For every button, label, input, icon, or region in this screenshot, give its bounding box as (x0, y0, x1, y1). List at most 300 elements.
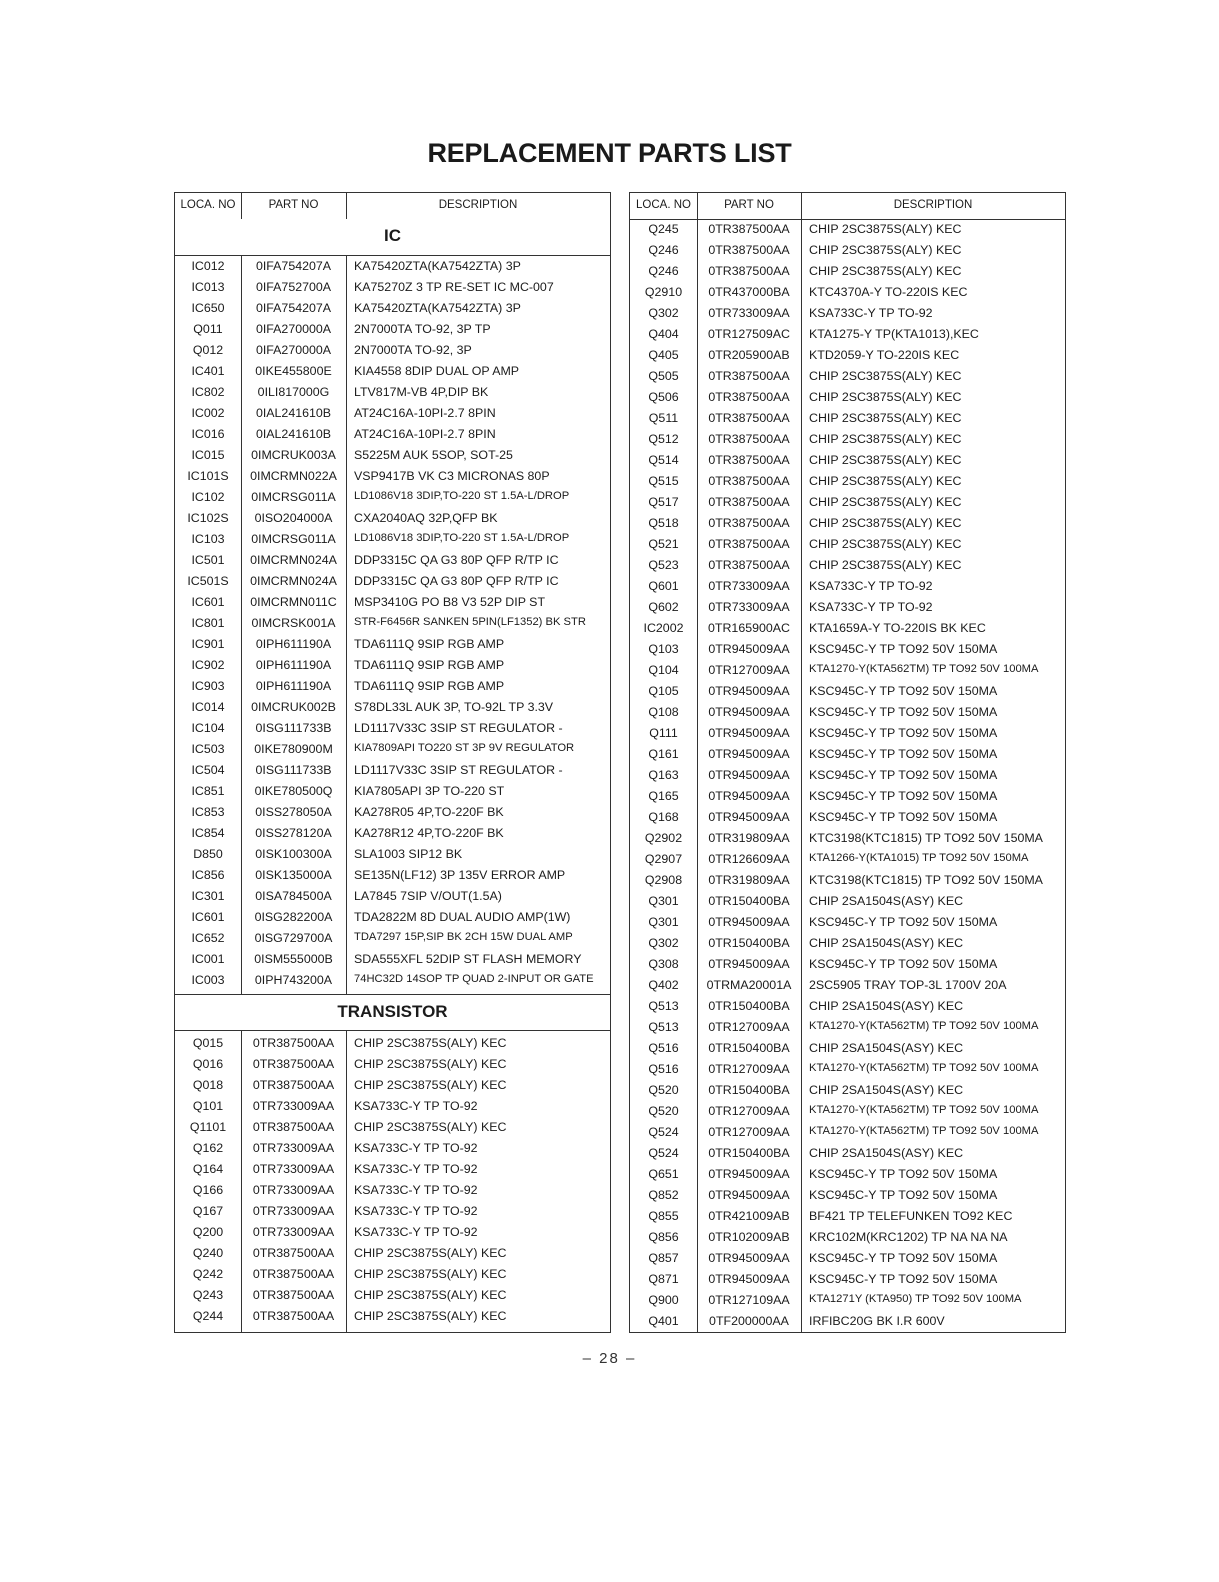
part-no-cell: 0TR387500AA (708, 495, 790, 509)
part-no-cell: 0TR733009AA (252, 1183, 335, 1197)
part-no-cell: 0TR421009AB (708, 1209, 790, 1223)
loca-no-cell: Q167 (192, 1204, 224, 1218)
description-cell: KTD2059-Y TO-220IS KEC (809, 348, 960, 362)
table-row (630, 996, 1065, 1017)
table-row (175, 676, 610, 697)
description-cell: AT24C16A-10PI-2.7 8PIN (354, 406, 496, 420)
table-row (630, 912, 1065, 933)
description-cell: SE135N(LF12) 3P 135V ERROR AMP (354, 868, 566, 882)
loca-no-cell: IC652 (191, 931, 225, 945)
description-cell: CHIP 2SA1504S(ASY) KEC (809, 1083, 964, 1097)
part-no-cell: 0TR387500AA (252, 1246, 335, 1260)
loca-no-cell: Q301 (648, 894, 679, 908)
part-no-cell: 0IMCRMN011C (250, 595, 337, 609)
loca-no-cell: IC903 (191, 679, 225, 693)
loca-no-cell: Q103 (648, 642, 679, 656)
description-cell: KTA1659A-Y TO-220IS BK KEC (809, 621, 986, 635)
part-no-cell: 0TR733009AA (252, 1162, 335, 1176)
part-no-cell: 0IAL241610B (255, 427, 332, 441)
part-no-cell: 0TR733009AA (708, 579, 790, 593)
loca-no-cell: IC501 (191, 553, 225, 567)
table-row (175, 823, 610, 844)
loca-no-cell: Q246 (648, 264, 679, 278)
loca-no-cell: Q516 (648, 1041, 679, 1055)
table-row (630, 1164, 1065, 1185)
table-row (175, 445, 610, 466)
loca-no-cell: Q513 (648, 1020, 679, 1034)
table-row (630, 1248, 1065, 1269)
table-row (175, 1222, 610, 1243)
part-no-cell: 0TR387500AA (708, 537, 790, 551)
part-no-cell: 0ISA784500A (255, 889, 332, 903)
loca-no-cell: Q168 (648, 810, 679, 824)
part-no-cell: 0IPH743200A (254, 973, 333, 987)
part-no-cell: 0TR102009AB (708, 1230, 790, 1244)
description-cell: KTA1270-Y(KTA562TM) TP TO92 50V 100MA (809, 1062, 1039, 1074)
loca-no-cell: Q515 (648, 474, 679, 488)
part-no-cell: 0IPH611190A (255, 679, 332, 693)
table-row (175, 487, 610, 508)
description-cell: LD1117V33C 3SIP ST REGULATOR - (354, 721, 563, 735)
description-cell: KA75420ZTA(KA7542ZTA) 3P (354, 301, 521, 315)
loca-no-cell: Q163 (648, 768, 679, 782)
loca-no-cell: IC601 (191, 595, 225, 609)
loca-no-cell: Q101 (192, 1099, 224, 1113)
table-row (630, 576, 1065, 597)
loca-no-cell: IC001 (191, 952, 225, 966)
loca-no-cell: IC856 (191, 868, 225, 882)
loca-no-cell: Q308 (648, 957, 679, 971)
table-row (630, 933, 1065, 954)
table-row (175, 718, 610, 739)
part-no-cell: 0TR387500AA (252, 1267, 335, 1281)
loca-no-cell: Q105 (648, 684, 679, 698)
table-row (175, 361, 610, 382)
description-cell: KSA733C-Y TP TO-92 (809, 579, 933, 593)
part-no-cell: 0TR319809AA (708, 873, 790, 887)
table-row (175, 403, 610, 424)
table-row (630, 429, 1065, 450)
description-cell: KTA1271Y (KTA950) TP TO92 50V 100MA (809, 1293, 1022, 1305)
table-row (175, 1117, 610, 1138)
table-row (630, 702, 1065, 723)
page-number: – 28 – (582, 1350, 637, 1367)
part-no-cell: 0ISK100300A (255, 847, 332, 861)
description-cell: CHIP 2SC3875S(ALY) KEC (809, 243, 962, 257)
loca-no-cell: Q200 (192, 1225, 224, 1239)
loca-no-cell: Q516 (648, 1062, 679, 1076)
description-cell: CHIP 2SC3875S(ALY) KEC (809, 474, 962, 488)
part-no-cell: 0TR319809AA (708, 831, 790, 845)
table-row (630, 828, 1065, 849)
description-cell: 2N7000TA TO-92, 3P (354, 343, 472, 357)
table-row (630, 471, 1065, 492)
loca-no-cell: Q108 (648, 705, 679, 719)
part-no-cell: 0TR387500AA (708, 390, 790, 404)
part-no-cell: 0TR387500AA (708, 243, 790, 257)
loca-no-cell: Q518 (648, 516, 679, 530)
loca-no-cell: IC012 (191, 259, 225, 273)
loca-no-cell: Q512 (648, 432, 679, 446)
loca-no-cell: Q405 (648, 348, 679, 362)
description-cell: CHIP 2SA1504S(ASY) KEC (809, 1146, 964, 1160)
loca-no-cell: IC015 (191, 448, 225, 462)
loca-no-cell: Q513 (648, 999, 679, 1013)
table-row (175, 949, 610, 970)
table-row (630, 618, 1065, 639)
table-row (630, 240, 1065, 261)
loca-no-cell: Q2902 (644, 831, 683, 845)
part-no-cell: 0ISS278120A (255, 826, 332, 840)
part-no-cell: 0TR150400BA (708, 999, 790, 1013)
loca-no-cell: Q161 (648, 747, 679, 761)
loca-no-cell: Q012 (192, 343, 224, 357)
table-row (630, 1017, 1065, 1038)
table-row (630, 387, 1065, 408)
table-row (630, 681, 1065, 702)
description-cell: KSC945C-Y TP TO92 50V 150MA (809, 810, 998, 824)
part-no-cell: 0TR127009AA (708, 663, 790, 677)
table-row (175, 466, 610, 487)
part-no-cell: 0TR945009AA (708, 915, 790, 929)
table-row (175, 382, 610, 403)
part-no-cell: 0ISG111733B (255, 763, 332, 777)
table-row (630, 534, 1065, 555)
part-no-cell: 0TR945009AA (708, 768, 790, 782)
part-no-cell: 0TR387500AA (708, 264, 790, 278)
part-no-cell: 0TR150400BA (708, 1146, 790, 1160)
transistor-rows-continued (630, 219, 1065, 1332)
part-no-cell: 0TR387500AA (252, 1036, 335, 1050)
description-cell: 2SC5905 TRAY TOP-3L 1700V 20A (809, 978, 1007, 992)
description-cell: DDP3315C QA G3 80P QFP R/TP IC (354, 553, 559, 567)
table-row (175, 1033, 610, 1054)
description-cell: MSP3410G PO B8 V3 52P DIP ST (354, 595, 546, 609)
table-row (630, 891, 1065, 912)
loca-no-cell: Q242 (192, 1267, 224, 1281)
table-row (175, 928, 610, 949)
part-no-cell: 0IMCRUK003A (251, 448, 336, 462)
table-row (630, 1038, 1065, 1059)
description-cell: KSC945C-Y TP TO92 50V 150MA (809, 1167, 998, 1181)
loca-no-cell: Q520 (648, 1104, 679, 1118)
table-row (630, 1143, 1065, 1164)
description-cell: CHIP 2SC3875S(ALY) KEC (354, 1078, 507, 1092)
table-row (175, 571, 610, 592)
part-no-cell: 0TR945009AA (708, 957, 790, 971)
loca-no-cell: D850 (193, 847, 223, 861)
table-row (175, 1201, 610, 1222)
loca-no-cell: Q302 (648, 306, 679, 320)
description-cell: S5225M AUK 5SOP, SOT-25 (354, 448, 513, 462)
part-no-cell: 0TR945009AA (708, 747, 790, 761)
description-cell: CHIP 2SA1504S(ASY) KEC (809, 1041, 964, 1055)
loca-no-cell: Q018 (192, 1078, 224, 1092)
part-no-cell: 0TR733009AA (252, 1141, 335, 1155)
description-cell: KSC945C-Y TP TO92 50V 150MA (809, 726, 998, 740)
table-row (175, 655, 610, 676)
description-cell: KA278R12 4P,TO-220F BK (354, 826, 504, 840)
description-cell: TDA7297 15P,SIP BK 2CH 15W DUAL AMP (354, 931, 573, 943)
part-no-cell: 0TR437000BA (708, 285, 790, 299)
part-no-cell: 0ISG282200A (254, 910, 333, 924)
part-no-cell: 0TR945009AA (708, 705, 790, 719)
table-row (630, 1206, 1065, 1227)
table-row (630, 849, 1065, 870)
table-row (175, 886, 610, 907)
table-row (175, 970, 610, 991)
description-cell: KTC3198(KTC1815) TP TO92 50V 150MA (809, 831, 1043, 845)
description-cell: KSA733C-Y TP TO-92 (354, 1225, 478, 1239)
part-no-cell: 0TR387500AA (252, 1078, 335, 1092)
header-part-no: PART NO (268, 199, 319, 211)
table-row (175, 1264, 610, 1285)
table-row (175, 592, 610, 613)
part-no-cell: 0IMCRSK001A (251, 616, 336, 630)
table-row (175, 1285, 610, 1306)
table-row (175, 298, 610, 319)
loca-no-cell: IC854 (191, 826, 225, 840)
part-no-cell: 0TR127009AA (708, 1125, 790, 1139)
description-cell: LTV817M-VB 4P,DIP BK (354, 385, 489, 399)
table-row (630, 261, 1065, 282)
table-row (630, 786, 1065, 807)
description-cell: AT24C16A-10PI-2.7 8PIN (354, 427, 496, 441)
part-no-cell: 0ISS278050A (255, 805, 332, 819)
part-no-cell: 0TR387500AA (708, 453, 790, 467)
loca-no-cell: Q1101 (189, 1120, 227, 1134)
part-no-cell: 0TR387500AA (708, 411, 790, 425)
table-row (630, 1059, 1065, 1080)
description-cell: KA75420ZTA(KA7542ZTA) 3P (354, 259, 521, 273)
loca-no-cell: Q506 (648, 390, 679, 404)
description-cell: KTA1275-Y TP(KTA1013),KEC (809, 327, 979, 341)
description-cell: CHIP 2SC3875S(ALY) KEC (354, 1057, 507, 1071)
description-cell: CHIP 2SA1504S(ASY) KEC (809, 894, 964, 908)
description-cell: KSC945C-Y TP TO92 50V 150MA (809, 747, 998, 761)
loca-no-cell: IC851 (191, 784, 225, 798)
table-row (175, 256, 610, 277)
table-row (175, 844, 610, 865)
part-no-cell: 0TR733009AA (708, 600, 790, 614)
table-row (630, 513, 1065, 534)
description-cell: KSC945C-Y TP TO92 50V 150MA (809, 1251, 998, 1265)
description-cell: CHIP 2SA1504S(ASY) KEC (809, 999, 964, 1013)
table-row (175, 697, 610, 718)
description-cell: 2N7000TA TO-92, 3P TP (354, 322, 491, 336)
description-cell: TDA6111Q 9SIP RGB AMP (354, 658, 505, 672)
loca-no-cell: Q166 (192, 1183, 224, 1197)
description-cell: TDA2822M 8D DUAL AUDIO AMP(1W) (354, 910, 571, 924)
part-no-cell: 0TR945009AA (708, 642, 790, 656)
part-no-cell: 0TR387500AA (708, 222, 790, 236)
loca-no-cell: Q244 (192, 1309, 224, 1323)
table-row (175, 760, 610, 781)
loca-no-cell: IC014 (191, 700, 225, 714)
table-row (175, 1306, 610, 1327)
loca-no-cell: Q015 (192, 1036, 224, 1050)
table-header (630, 193, 1065, 220)
description-cell: KA278R05 4P,TO-220F BK (354, 805, 504, 819)
loca-no-cell: IC801 (191, 616, 225, 630)
description-cell: KSC945C-Y TP TO92 50V 150MA (809, 705, 998, 719)
description-cell: LA7845 7SIP V/OUT(1.5A) (354, 889, 502, 903)
part-no-cell: 0TR945009AA (708, 810, 790, 824)
table-row (630, 345, 1065, 366)
part-no-cell: 0TR945009AA (708, 1251, 790, 1265)
part-no-cell: 0ISG729700A (254, 931, 333, 945)
loca-no-cell: IC901 (191, 637, 225, 651)
table-row (630, 1185, 1065, 1206)
loca-no-cell: Q2907 (644, 852, 683, 866)
loca-no-cell: IC504 (191, 763, 225, 777)
description-cell: CHIP 2SC3875S(ALY) KEC (809, 411, 962, 425)
description-cell: LD1086V18 3DIP,TO-220 ST 1.5A-L/DROP (354, 532, 570, 544)
table-row (175, 1096, 610, 1117)
description-cell: KIA4558 8DIP DUAL OP AMP (354, 364, 520, 378)
table-row (175, 1054, 610, 1075)
table-row (630, 1122, 1065, 1143)
description-cell: TDA6111Q 9SIP RGB AMP (354, 637, 505, 651)
part-no-cell: 0TR150400BA (708, 894, 790, 908)
description-cell: KSC945C-Y TP TO92 50V 150MA (809, 684, 998, 698)
loca-no-cell: Q2908 (644, 873, 683, 887)
table-row (175, 550, 610, 571)
loca-no-cell: IC802 (191, 385, 225, 399)
description-cell: TDA6111Q 9SIP RGB AMP (354, 679, 505, 693)
table-row (630, 597, 1065, 618)
loca-no-cell: Q511 (648, 411, 679, 425)
part-no-cell: 0IFA270000A (255, 343, 332, 357)
part-no-cell: 0TR387500AA (252, 1120, 335, 1134)
description-cell: KSC945C-Y TP TO92 50V 150MA (809, 1188, 998, 1202)
loca-no-cell: Q246 (648, 243, 679, 257)
loca-no-cell: IC013 (191, 280, 225, 294)
part-no-cell: 0IKE780900M (254, 742, 333, 756)
section-transistor-heading: TRANSISTOR (175, 994, 610, 1031)
loca-no-cell: IC002 (191, 406, 225, 420)
description-cell: KSA733C-Y TP TO-92 (354, 1204, 478, 1218)
loca-no-cell: IC503 (191, 742, 225, 756)
table-row (630, 1227, 1065, 1248)
table-row (630, 639, 1065, 660)
description-cell: CHIP 2SC3875S(ALY) KEC (809, 432, 962, 446)
header-loca-no: LOCA. NO (180, 199, 236, 211)
transistor-rows (175, 1033, 610, 1327)
part-no-cell: 0TRMA20001A (706, 978, 792, 992)
table-row (630, 870, 1065, 891)
description-cell: KTA1270-Y(KTA562TM) TP TO92 50V 100MA (809, 663, 1039, 675)
loca-no-cell: Q402 (648, 978, 679, 992)
part-no-cell: 0TR387500AA (708, 432, 790, 446)
loca-no-cell: Q302 (648, 936, 679, 950)
description-cell: KSA733C-Y TP TO-92 (354, 1183, 478, 1197)
loca-no-cell: IC501S (187, 574, 229, 588)
part-no-cell: 0IMCRUK002B (251, 700, 336, 714)
loca-no-cell: Q240 (192, 1246, 224, 1260)
loca-no-cell: Q243 (192, 1288, 224, 1302)
parts-table-right (629, 192, 1066, 1333)
part-no-cell: 0TR150400BA (708, 1041, 790, 1055)
loca-no-cell: Q301 (648, 915, 679, 929)
table-row (630, 723, 1065, 744)
table-row (175, 277, 610, 298)
loca-no-cell: IC650 (191, 301, 225, 315)
part-no-cell: 0ISM555000B (254, 952, 333, 966)
table-row (175, 1075, 610, 1096)
table-row (630, 1311, 1065, 1332)
description-cell: KSA733C-Y TP TO-92 (809, 600, 933, 614)
description-cell: CHIP 2SC3875S(ALY) KEC (354, 1246, 507, 1260)
loca-no-cell: Q900 (648, 1293, 679, 1307)
loca-no-cell: IC104 (191, 721, 225, 735)
table-row (630, 366, 1065, 387)
loca-no-cell: Q401 (648, 1314, 679, 1328)
part-no-cell: 0TR387500AA (708, 516, 790, 530)
description-cell: KSA733C-Y TP TO-92 (354, 1162, 478, 1176)
description-cell: KSC945C-Y TP TO92 50V 150MA (809, 768, 998, 782)
description-cell: STR-F6456R SANKEN 5PIN(LF1352) BK STR (354, 616, 586, 628)
part-no-cell: 0TR127009AA (708, 1104, 790, 1118)
table-row (630, 807, 1065, 828)
table-row (175, 634, 610, 655)
description-cell: KSC945C-Y TP TO92 50V 150MA (809, 915, 998, 929)
part-no-cell: 0TR127109AA (708, 1293, 790, 1307)
part-no-cell: 0TR945009AA (708, 1188, 790, 1202)
description-cell: VSP9417B VK C3 MICRONAS 80P (354, 469, 550, 483)
part-no-cell: 0TR945009AA (708, 726, 790, 740)
description-cell: LD1117V33C 3SIP ST REGULATOR - (354, 763, 563, 777)
part-no-cell: 0TR150400BA (708, 936, 790, 950)
loca-no-cell: Q162 (192, 1141, 224, 1155)
part-no-cell: 0IAL241610B (255, 406, 332, 420)
loca-no-cell: Q602 (648, 600, 679, 614)
description-cell: LD1086V18 3DIP,TO-220 ST 1.5A-L/DROP (354, 490, 570, 502)
header-loca-no: LOCA. NO (636, 199, 691, 211)
description-cell: KSC945C-Y TP TO92 50V 150MA (809, 1272, 998, 1286)
part-no-cell: 0IPH611190A (255, 658, 332, 672)
loca-no-cell: Q016 (192, 1057, 224, 1071)
loca-no-cell: Q011 (193, 322, 223, 336)
table-row (175, 739, 610, 760)
part-no-cell: 0IPH611190A (255, 637, 332, 651)
table-row (630, 282, 1065, 303)
part-no-cell: 0ILI817000G (257, 385, 330, 399)
description-cell: SDA555XFL 52DIP ST FLASH MEMORY (354, 952, 582, 966)
description-cell: KSA733C-Y TP TO-92 (354, 1099, 478, 1113)
loca-no-cell: Q871 (648, 1272, 679, 1286)
description-cell: KSC945C-Y TP TO92 50V 150MA (809, 789, 998, 803)
table-row (630, 660, 1065, 681)
table-row (175, 529, 610, 550)
table-row (175, 1138, 610, 1159)
loca-no-cell: Q2910 (644, 285, 683, 299)
description-cell: CHIP 2SC3875S(ALY) KEC (809, 453, 962, 467)
part-no-cell: 0TR945009AA (708, 684, 790, 698)
description-cell: CHIP 2SC3875S(ALY) KEC (809, 222, 962, 236)
table-row (175, 1180, 610, 1201)
loca-no-cell: Q165 (648, 789, 679, 803)
table-row (175, 340, 610, 361)
description-cell: CHIP 2SC3875S(ALY) KEC (809, 369, 962, 383)
description-cell: KSC945C-Y TP TO92 50V 150MA (809, 957, 998, 971)
part-no-cell: 0IFA752700A (255, 280, 332, 294)
part-no-cell: 0IMCRSG011A (251, 490, 336, 504)
parts-table-left (174, 192, 611, 1333)
table-row (630, 219, 1065, 240)
loca-no-cell: Q521 (648, 537, 679, 551)
loca-no-cell: Q852 (648, 1188, 679, 1202)
